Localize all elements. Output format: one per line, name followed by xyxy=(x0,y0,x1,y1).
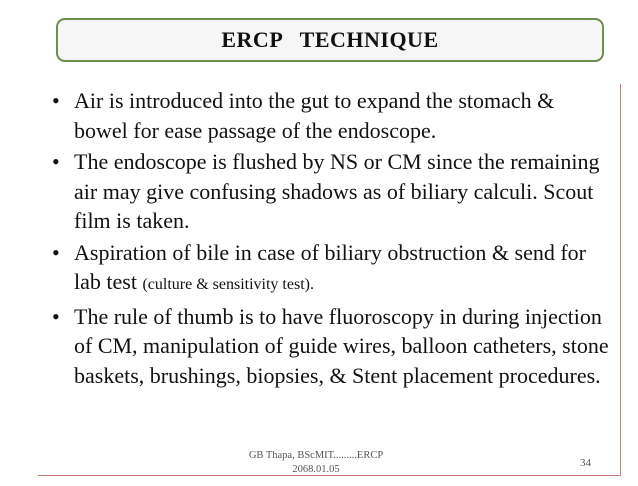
bullet-text: The endoscope is flushed by NS or CM since the remaining air may give confusing shadows as of biliary calculi. Scout film is taken. xyxy=(74,149,600,233)
bullet-item xyxy=(52,238,612,300)
page-number: 34 xyxy=(580,457,591,469)
bullet-icon: • xyxy=(52,88,60,113)
bullet-text: The rule of thumb is to have fluoroscopy in during injection of CM, manipulation of guide wires, balloon catheters, stone baskets, brushings, biopsies, & Stent placement procedures. xyxy=(74,303,609,388)
bullet-icon: • xyxy=(52,303,60,329)
footer-author: GB Thapa, BScMIT.........ERCP xyxy=(248,450,384,461)
footer-date: 2068.01.05 xyxy=(292,464,340,475)
slide-title: ERCP TECHNIQUE xyxy=(221,27,439,52)
bullet-item xyxy=(52,147,612,236)
bullet-note: (culture & sensitivity test). xyxy=(142,276,314,293)
title-banner xyxy=(56,18,604,62)
bullet-text: Air is introduced into the gut to expand the stomach & bowel for ease passage of the endoscope. xyxy=(74,88,555,143)
bullet-item xyxy=(52,302,612,391)
bullet-text: Aspiration of bile in case of biliary obstruction & send for lab test xyxy=(74,239,586,294)
footer xyxy=(236,449,396,477)
bullet-list xyxy=(52,86,612,392)
bullet-icon: • xyxy=(52,149,60,174)
bullet-icon: • xyxy=(52,239,60,265)
bullet-item xyxy=(52,86,612,145)
